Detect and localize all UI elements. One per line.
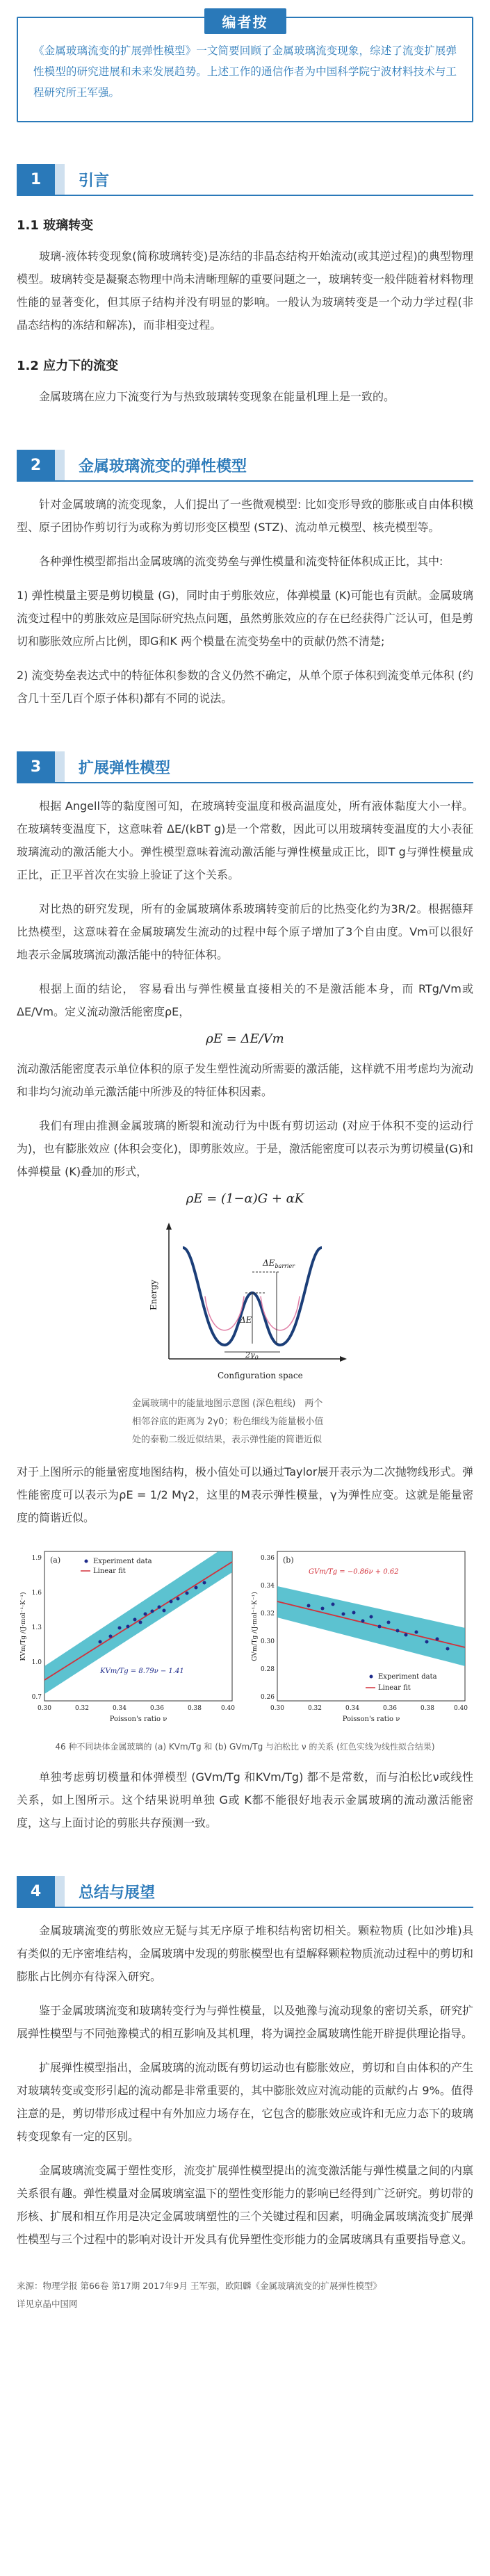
section-number: 2 — [17, 450, 55, 480]
x-tick: 0.36 — [382, 1705, 398, 1712]
mid-label: ΔE — [239, 1315, 252, 1325]
panel-a-fit-line — [44, 1562, 232, 1680]
data-point — [425, 1640, 429, 1644]
section-header-4 — [17, 1876, 473, 1908]
section-header-band — [55, 450, 65, 480]
panel-b-band — [277, 1586, 465, 1666]
y-tick: 0.32 — [260, 1611, 275, 1617]
x-tick: 0.34 — [112, 1705, 127, 1712]
section-title: 金属玻璃流变的弹性模型 — [79, 457, 247, 475]
data-point — [126, 1625, 130, 1629]
panel-a-legend-data: Experiment data — [93, 1558, 152, 1565]
y-tick: 0.34 — [260, 1583, 275, 1590]
panel-b-xlabel: Poisson's ratio ν — [342, 1715, 400, 1723]
x-tick: 0.32 — [74, 1705, 90, 1712]
data-point — [170, 1600, 173, 1604]
paragraph: 单独考虑剪切模量和体弹模型 (GVm/Tg 和KVm/Tg) 都不是常数，而与泊松比ν或线性关系，如上图所示。这个结果说明单独 G或 K都不能很好地表示金属玻璃的流动激活能密度，这与上面讨论的剪胀共存预测一致。 — [17, 1770, 473, 1829]
data-point — [177, 1597, 180, 1601]
panel-a-xlabel: Poisson's ratio ν — [109, 1715, 168, 1723]
energy-landscape-svg — [141, 1220, 350, 1387]
x-tick: 0.36 — [149, 1705, 165, 1712]
editor-note-text: 《金属玻璃流变的扩展弹性模型》一文简要回顾了金属玻璃流变现象，综述了流变扩展弹性模型的研究进展和未来发展趋势。上述工作的通信作者为中国科学院宁波材料技术与工程研究所王军强。 — [33, 44, 457, 99]
section-header-band — [55, 164, 65, 195]
paragraph: 金属玻璃在应力下流变行为与热致玻璃转变现象在能量机理上是一致的。 — [39, 390, 395, 403]
paragraph: 对比热的研究发现，所有的金属玻璃体系玻璃转变前后的比热变化约为3R/2。根据德拜比热模型，这意味着在金属玻璃发生流动的过程中每个原子增加了3个自由度。Vm可以很好地表示金属玻璃流动激活能中的特征体积。 — [17, 902, 473, 961]
data-point — [163, 1609, 166, 1613]
y-tick: 1.3 — [31, 1624, 42, 1631]
panel-b-legend-fit: Linear fit — [378, 1684, 411, 1692]
section-header-3 — [17, 751, 473, 783]
subheading-1-2: 1.2 应力下的流变 — [17, 359, 119, 373]
panel-b — [251, 1551, 468, 1723]
subheading-1-1: 1.1 玻璃转变 — [17, 218, 94, 233]
panel-b-x-ticks — [270, 1705, 468, 1712]
panel-a-ylabel: KVm/Tg /(J·mol⁻¹·K⁻¹) — [20, 1592, 27, 1661]
panel-b-legend-data: Experiment data — [378, 1673, 437, 1681]
paragraph: 鉴于金属玻璃流变和玻璃转变行为与弹性模量，以及弛豫与流动现象的密切关系，研究扩展弹性模型与不同弛豫模式的相互影响及其机理，将为调控金属玻璃性能开辟提供理论指导。 — [17, 2004, 473, 2040]
section-header-band — [55, 1876, 65, 1907]
x-tick: 0.38 — [420, 1705, 435, 1712]
data-point — [195, 1586, 198, 1590]
formula-energy-density: ρE = ΔE/Vm — [206, 1032, 284, 1046]
panel-a-legend-fit: Linear fit — [93, 1567, 126, 1575]
paragraph: 2) 流变势垒表达式中的特征体积参数的含义仍然不确定，从单个原子体积到流变单元体积 (约含几十至几百个原子体积)都有不同的说法。 — [17, 669, 473, 705]
x-tick: 0.40 — [453, 1705, 468, 1712]
data-point — [342, 1613, 345, 1616]
data-point — [151, 1610, 154, 1613]
paragraph: 金属玻璃流变属于塑性变形，流变扩展弹性模型提出的流变激活能与弹性模量之间的内禀关系很有趣。弹性模量对金属玻璃室温下的塑性变形能力的影响已经得到广泛研究。剪切带的形核、扩展和相互作用是决定金属玻璃塑性的三个关键过程和因素，明确金属玻璃流变扩展弹性模型与三个过程中的影响对设计开发具有优异塑性变形能力的金属玻璃具有重要指导意义。 — [17, 2164, 473, 2246]
x-axis-arrow — [340, 1356, 347, 1362]
section-number: 4 — [17, 1876, 55, 1907]
data-point — [446, 1647, 450, 1651]
x-tick: 0.34 — [345, 1705, 360, 1712]
paragraph: 金属玻璃流变的剪胀效应无疑与其无序原子堆积结构密切相关。颗粒物质 (比如沙堆)具有类似的无序密堆结构，金属玻璃中发现的剪胀模型也有望解释颗粒物质流动过程中的剪切和膨胀占比例亦有待深入研究。 — [17, 1924, 473, 1983]
y-tick: 1.6 — [31, 1590, 42, 1597]
data-point — [332, 1603, 335, 1606]
paragraph: 根据上面的结论， 容易看出与弹性模量直接相关的不是激活能本身，而 RTg/Vm或 ΔE/Vm。定义流动激活能密度ρE， — [17, 982, 473, 1018]
data-point — [203, 1581, 206, 1585]
y-tick: 0.7 — [31, 1694, 42, 1701]
panel-b-legend-marker — [370, 1675, 373, 1679]
y-tick: 0.26 — [260, 1694, 275, 1701]
data-point — [99, 1640, 102, 1644]
y-tick: 0.36 — [260, 1555, 275, 1562]
gamma-label: $2\gamma_0$ — [245, 1351, 259, 1361]
panel-a-fit-equation: KVm/Tg = 8.79ν − 1.41 — [100, 1668, 184, 1675]
section-header-2 — [17, 450, 473, 482]
modulus-poisson-svg — [17, 1544, 473, 1732]
paragraph: 针对金属玻璃的流变现象，人们提出了一些微观模型: 比如变形导致的膨胀或自由体积模型、原子团协作剪切行为或称为剪切形变区模型 (STZ)、流动单元模型、核壳模型等。 — [17, 498, 473, 534]
data-point — [158, 1606, 161, 1609]
data-point — [352, 1611, 356, 1615]
data-point — [307, 1604, 311, 1608]
y-axis-label: Energy — [148, 1280, 158, 1310]
data-point — [186, 1592, 189, 1595]
y-tick: 1.0 — [31, 1659, 42, 1666]
data-point — [139, 1621, 142, 1624]
source-citation: 来源：物理学报 第66卷 第17期 2017年9月 王军强，欧阳麟《金属玻璃流变的扩展弹性模型》 — [17, 2281, 382, 2291]
barrier-label: $\Delta E_{barrier}$ — [262, 1258, 295, 1269]
section-header-band — [55, 751, 65, 782]
modulus-poisson-figure — [17, 1544, 473, 1732]
source-link[interactable]: 详见京晶中国网 — [17, 2299, 78, 2309]
paragraph: 对于上图所示的能量密度地图结构，极小值处可以通过Taylor展开表示为二次抛物线形式。弹性能密度可以表示为ρE = 1/2 Mγ2，这里的M表示弹性模量，γ为弹性应变。这就是能量密度的简谐近似。 — [17, 1465, 473, 1524]
panel-b-ylabel: GVm/Tg /(J·mol⁻¹·K⁻¹) — [252, 1592, 259, 1661]
x-tick: 0.32 — [307, 1705, 322, 1712]
x-tick: 0.40 — [220, 1705, 236, 1712]
energy-landscape-figure — [141, 1220, 350, 1389]
data-point — [321, 1607, 325, 1611]
data-point — [378, 1625, 382, 1629]
panel-a-label: (a) — [50, 1556, 61, 1565]
x-tick: 0.38 — [187, 1705, 202, 1712]
data-point — [144, 1613, 147, 1616]
formula-modulus-sum: ρE = (1−α)G + αK — [186, 1191, 304, 1206]
data-point — [396, 1629, 400, 1633]
editor-note-box — [17, 14, 473, 122]
data-point — [415, 1631, 418, 1634]
data-point — [133, 1618, 137, 1622]
figure2-caption: 46 种不同块体金属玻璃的 (a) KVm/Tg 和 (b) GVm/Tg 与泊松比 ν 的关系 (红色实线为线性拟合结果) — [55, 1742, 435, 1752]
y-tick: 0.30 — [260, 1638, 275, 1645]
data-point — [405, 1633, 408, 1637]
y-tick: 0.28 — [260, 1666, 275, 1673]
section-title: 总结与展望 — [79, 1884, 156, 1902]
panel-b-label: (b) — [283, 1556, 294, 1565]
section-header-1 — [17, 164, 473, 196]
x-axis-label: Configuration space — [217, 1371, 303, 1380]
paragraph: 1) 弹性模量主要是剪切模量 (G)，同时由于剪胀效应，体弹模量 (K)可能也有贡献。金属玻璃流变过程中的剪胀效应是国际研究热点问题，虽然剪胀效应的存在已经获得广泛认可，但是剪切和膨胀效应所占比例，即G和K 两个模量在流变势垒中的贡献仍然不清楚; — [17, 589, 473, 648]
x-tick: 0.30 — [37, 1705, 52, 1712]
panel-b-y-ticks — [261, 1555, 275, 1701]
data-point — [436, 1638, 439, 1641]
section-number: 3 — [17, 751, 55, 782]
panel-a-x-ticks — [38, 1705, 235, 1712]
paragraph: 各种弹性模型都指出金属玻璃的流变势垒与弹性模量和流变特征体积成正比，其中: — [39, 555, 443, 568]
panel-a-y-ticks — [32, 1555, 42, 1701]
paragraph: 扩展弹性模型指出，金属玻璃的流动既有剪切运动也有膨胀效应，剪切和自由体积的产生对玻璃转变或变形引起的流动都是非常重要的，其中膨胀效应对流动能的贡献约占 9%。值得注意的是，剪切带形成过程中有外加应力场存在，它包含的膨胀效应或许和无应力态下的玻璃转变现象有一定的区别。 — [17, 2061, 473, 2143]
editor-note-tag: 编者按 — [204, 8, 286, 34]
y-axis-arrow — [166, 1223, 172, 1230]
paragraph: 玻璃-液体转变现象(简称玻璃转变)是冻结的非晶态结构开始流动(或其逆过程)的典型物理模型。玻璃转变是凝聚态物理中尚未清晰理解的重要问题之一，玻璃转变一般伴随着材料物理性能的显著变化，但其原子结构并没有明显的影响。一般认为玻璃转变是一个动力学过程(非晶态结构的冻结和解冻)，而非相变过程。 — [17, 250, 473, 332]
section-title: 引言 — [79, 172, 110, 190]
paragraph: 根据 Angell等的黏度图可知，在玻璃转变温度和极高温度处，所有液体黏度大小一样。在玻璃转变温度下，这意味着 ΔE/(kBT g)是一个常数，因此可以用玻璃转变温度的大小表征玻璃流动的激活能大小。弹性模型意味着流动激活能与弹性模量成正比，即T g与弹性模量成正比，正卫平首次在实验上验证了这个关系。 — [17, 799, 473, 881]
y-tick: 1.9 — [31, 1555, 42, 1562]
panel-a — [19, 1551, 235, 1723]
data-point — [109, 1635, 113, 1638]
data-point — [370, 1615, 373, 1619]
section-number: 1 — [17, 164, 55, 195]
figure1-caption: 金属玻璃中的能量地图示意图 (深色粗线) 两个相邻谷底的距离为 2γ0；粉色细线为能量极小值处的泰勒二级近似结果，表示弹性能的简谐近似 — [132, 1399, 324, 1445]
panel-b-fit-equation: GVm/Tg = −0.86ν + 0.62 — [309, 1568, 399, 1576]
paragraph: 流动激活能密度表示单位体积的原子发生塑性流动所需要的激活能，这样就不用考虑均为流动和非均匀流动单元激活能中所涉及的特征体积因素。 — [17, 1062, 473, 1098]
panel-a-legend-marker — [85, 1560, 88, 1563]
section-title: 扩展弹性模型 — [79, 759, 171, 777]
paragraph: 我们有理由推测金属玻璃的断裂和流动行为中既有剪切运动 (对应于体积不变的运动行为)，也有膨胀效应 (体积会变化)，即剪胀效应。于是，激活能密度可以表示为剪切模量(G)和体弹模量 (K)叠加的形式， — [17, 1119, 473, 1178]
data-point — [387, 1621, 391, 1624]
data-point — [118, 1627, 122, 1630]
data-point — [361, 1620, 365, 1623]
x-tick: 0.30 — [270, 1705, 285, 1712]
